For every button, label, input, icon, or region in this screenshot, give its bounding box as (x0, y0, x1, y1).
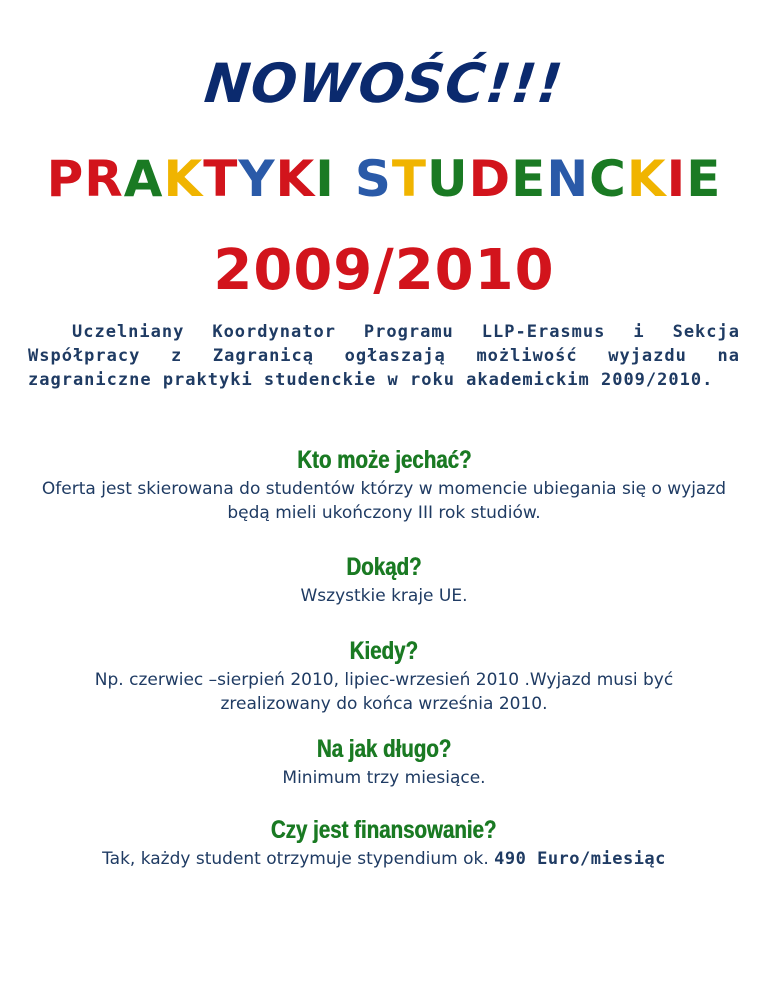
section-funding (0, 816, 768, 871)
title-letter: S (354, 150, 392, 208)
title-letter: K (275, 150, 316, 208)
title-letter: N (546, 150, 590, 208)
question-where: Dokąd? (346, 553, 422, 581)
title-letter: E (686, 150, 722, 208)
section-where (0, 553, 768, 608)
title-letter: K (163, 150, 204, 208)
title-letter: T (391, 150, 428, 208)
question-who: Kto może jechać? (296, 446, 472, 474)
title-letter: U (427, 150, 469, 208)
question-funding: Czy jest finansowanie? (271, 816, 497, 844)
title-letter: Y (238, 150, 276, 208)
title-letter: K (626, 150, 667, 208)
intro-paragraph: Uczelniany Koordynator Programu LLP-Erasmus i Sekcja Współpracy z Zagranicą ogłaszają możliwość wyjazdu na zagraniczne praktyki studenckie w roku akademickim 2009/2010. (28, 322, 740, 390)
answer-funding (0, 847, 768, 871)
title-letter: D (468, 150, 512, 208)
title-letter: C (589, 150, 627, 208)
title-letter: R (84, 150, 124, 208)
answer-who: Oferta jest skierowana do studentów którzy w momencie ubiegania się o wyjazd będą mieli ukończony III rok studiów. (41, 479, 727, 523)
title-letter: E (511, 150, 547, 208)
answer-where: Wszystkie kraje UE. (300, 586, 468, 606)
section-when (0, 637, 768, 716)
answer-how-long: Minimum trzy miesiące. (282, 768, 486, 788)
title-letter: T (203, 150, 239, 208)
question-how-long: Na jak długo? (316, 735, 452, 763)
title-word-praktyki (47, 150, 335, 208)
title-letter: P (46, 150, 85, 208)
answer-funding-text: Tak, każdy student otrzymuje stypendium ok. (102, 849, 489, 869)
section-who (0, 446, 768, 525)
title (0, 150, 768, 208)
section-how-long (0, 735, 768, 790)
title-letter: I (666, 150, 687, 208)
question-when: Kiedy? (349, 637, 419, 665)
stipend-amount: 490 Euro/miesiąc (494, 849, 666, 869)
title-letter: A (123, 150, 164, 208)
title-word-studenckie (355, 150, 721, 208)
title-letter: I (315, 150, 335, 208)
answer-when: Np. czerwiec –sierpień 2010, lipiec-wrzesień 2010 .Wyjazd musi być zrealizowany do końca września 2010. (94, 670, 674, 714)
academic-year: 2009/2010 (213, 238, 555, 303)
headline: NOWOŚĆ!!! (201, 52, 567, 115)
